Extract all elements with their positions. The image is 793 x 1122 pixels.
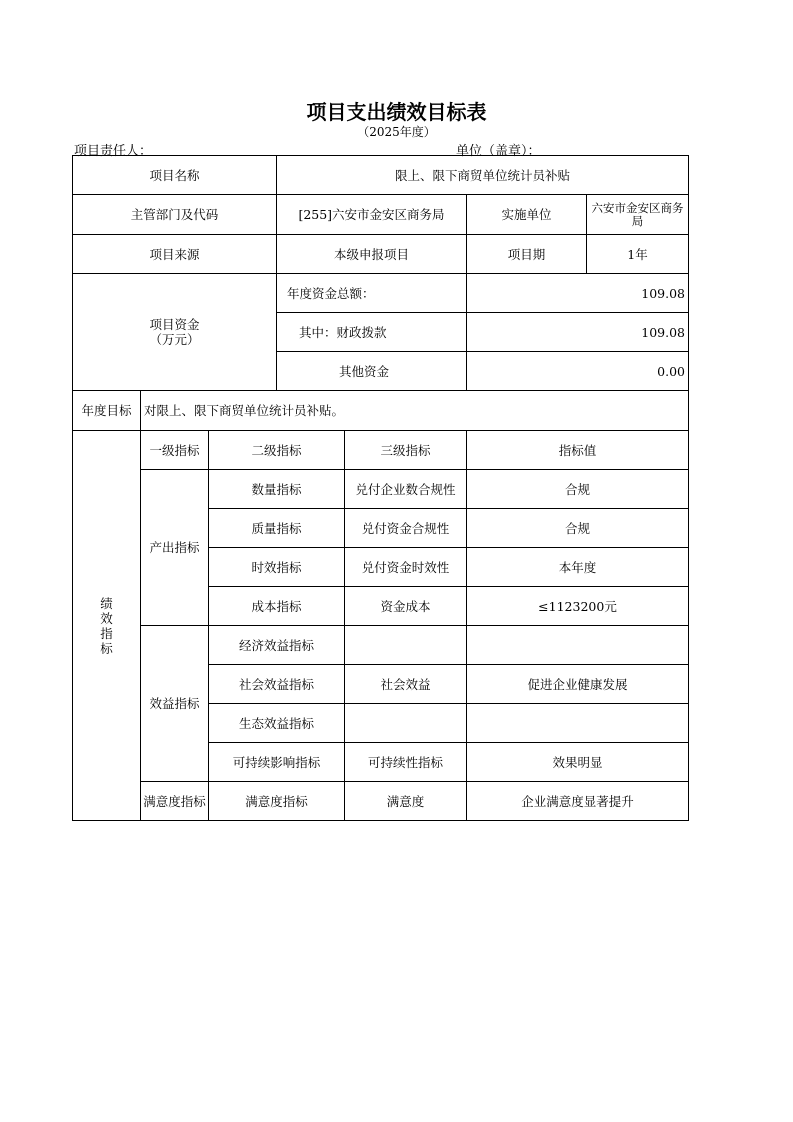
table-row <box>73 470 689 509</box>
perf-side-char: 标 <box>100 640 113 656</box>
perf-side-char: 绩 <box>100 595 113 611</box>
benefit-label: 效益指标 <box>141 626 209 782</box>
header-level1: 一级指标 <box>141 431 209 470</box>
year-subtitle: （2025年度） <box>357 125 436 139</box>
indicator-level2: 成本指标 <box>209 587 345 626</box>
indicator-level2: 可持续影响指标 <box>209 743 345 782</box>
fund-total-value: 109.08 <box>467 274 689 313</box>
fund-fiscal-value: 109.08 <box>467 313 689 352</box>
row-project-name <box>73 156 689 195</box>
funds-label <box>73 274 277 391</box>
indicator-level2: 数量指标 <box>209 470 345 509</box>
fund-other-value: 0.00 <box>467 352 689 391</box>
dept-value: [255]六安市金安区商务局 <box>277 195 467 235</box>
source-value: 本级申报项目 <box>277 235 467 274</box>
perf-side-label <box>73 431 141 821</box>
performance-table <box>72 155 689 821</box>
indicator-level3: 满意度 <box>345 782 467 821</box>
row-department <box>73 195 689 235</box>
period-value: 1年 <box>587 235 689 274</box>
perf-side-char: 指 <box>100 625 113 641</box>
indicator-level2: 生态效益指标 <box>209 704 345 743</box>
indicator-value <box>467 626 689 665</box>
header-level3: 三级指标 <box>345 431 467 470</box>
indicator-value: 促进企业健康发展 <box>467 665 689 704</box>
row-fund-total <box>73 274 689 313</box>
satisfaction-label: 满意度指标 <box>141 782 209 821</box>
indicator-value: 合规 <box>467 509 689 548</box>
impl-value: 六安市金安区商务局 <box>587 195 689 235</box>
page-title: 项目支出绩效目标表 <box>306 100 487 124</box>
indicator-level3 <box>345 704 467 743</box>
goal-label: 年度目标 <box>73 391 141 431</box>
row-source <box>73 235 689 274</box>
indicator-level2: 质量指标 <box>209 509 345 548</box>
indicator-value <box>467 704 689 743</box>
indicator-value: 效果明显 <box>467 743 689 782</box>
header-value: 指标值 <box>467 431 689 470</box>
indicator-level3: 兑付资金时效性 <box>345 548 467 587</box>
responsible-label: 项目责任人： <box>74 144 153 159</box>
dept-label: 主管部门及代码 <box>73 195 277 235</box>
indicator-level2: 经济效益指标 <box>209 626 345 665</box>
indicator-level3: 可持续性指标 <box>345 743 467 782</box>
output-label: 产出指标 <box>141 470 209 626</box>
header-level2: 二级指标 <box>209 431 345 470</box>
project-name-value: 限上、限下商贸单位统计员补贴 <box>277 156 689 195</box>
indicator-level2: 满意度指标 <box>209 782 345 821</box>
perf-side-char: 效 <box>100 610 113 626</box>
funds-label-line1: 项目资金 <box>149 317 200 332</box>
table-row <box>73 782 689 821</box>
project-name-label: 项目名称 <box>73 156 277 195</box>
indicator-level3: 社会效益 <box>345 665 467 704</box>
indicator-level3: 兑付企业数合规性 <box>345 470 467 509</box>
fund-other-label: 其他资金 <box>277 352 467 391</box>
indicator-level2: 时效指标 <box>209 548 345 587</box>
indicator-level2: 社会效益指标 <box>209 665 345 704</box>
fund-total-label: 年度资金总额： <box>277 274 467 313</box>
unit-seal-label: 单位（盖章）： <box>456 144 541 159</box>
indicator-value: 本年度 <box>467 548 689 587</box>
indicator-value: 企业满意度显著提升 <box>467 782 689 821</box>
fund-fiscal-label: 其中：财政拨款 <box>277 313 467 352</box>
impl-label: 实施单位 <box>467 195 587 235</box>
goal-text: 对限上、限下商贸单位统计员补贴。 <box>141 391 689 431</box>
period-label: 项目期 <box>467 235 587 274</box>
indicator-level3: 资金成本 <box>345 587 467 626</box>
source-label: 项目来源 <box>73 235 277 274</box>
funds-label-line2: （万元） <box>149 332 200 347</box>
row-indicator-headers <box>73 431 689 470</box>
row-annual-goal <box>73 391 689 431</box>
indicator-level3: 兑付资金合规性 <box>345 509 467 548</box>
table-row <box>73 626 689 665</box>
indicator-level3 <box>345 626 467 665</box>
indicator-value: 合规 <box>467 470 689 509</box>
indicator-value: ≤1123200元 <box>467 587 689 626</box>
